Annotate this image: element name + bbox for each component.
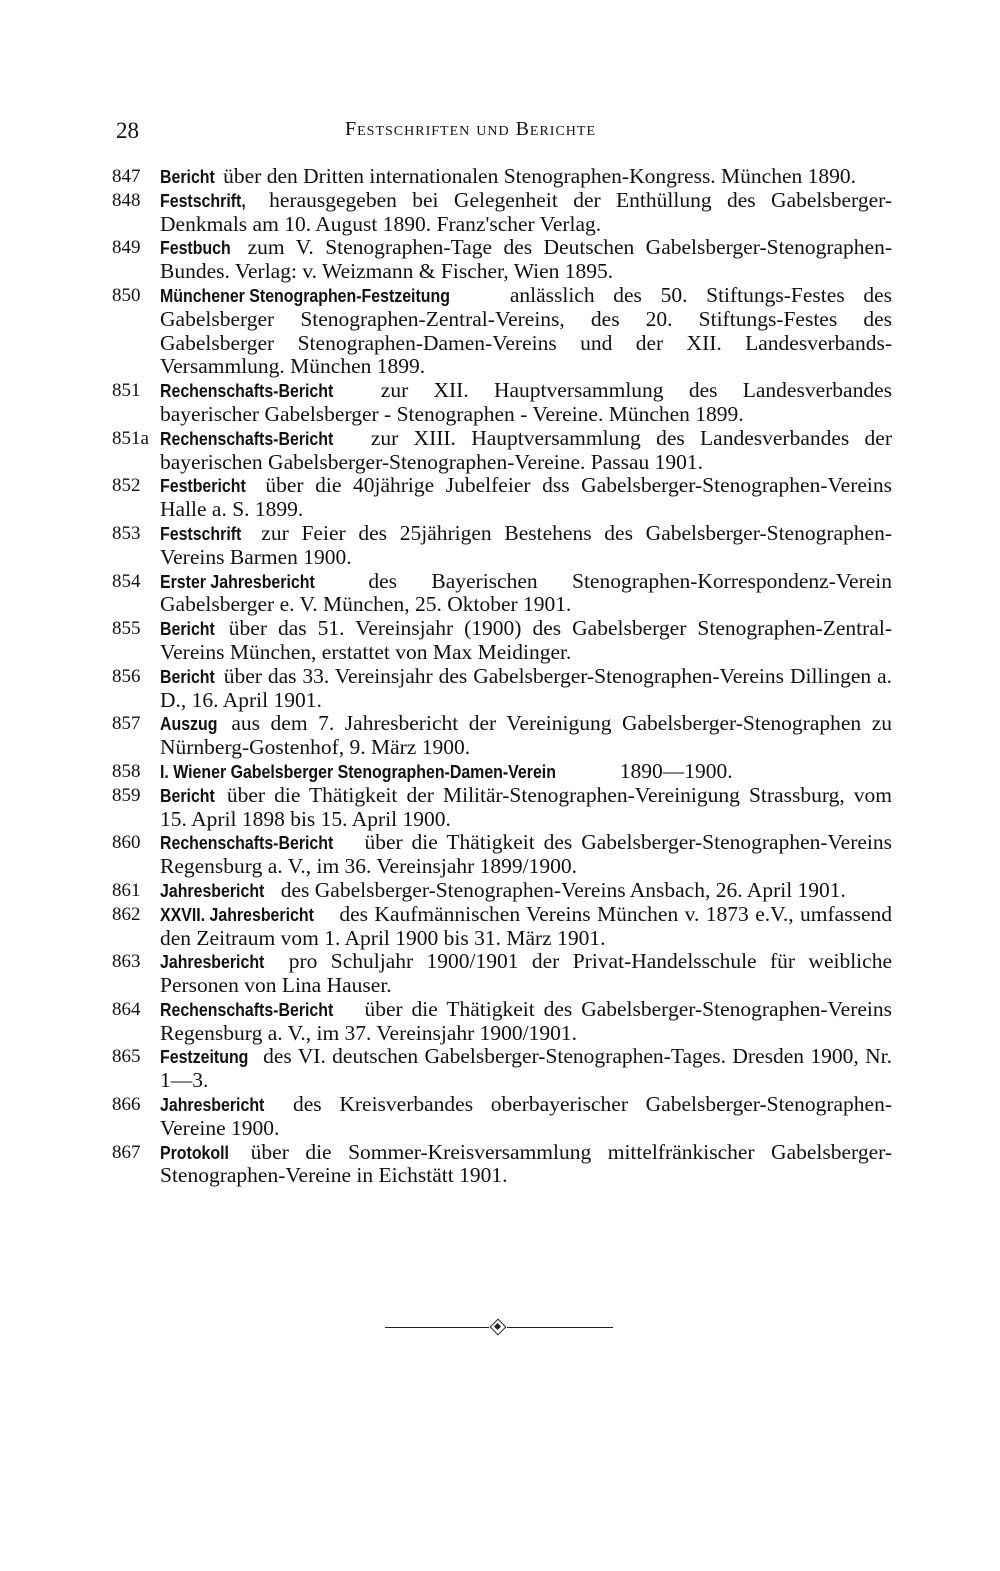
entry-number: 854 (112, 570, 141, 592)
list-item (112, 165, 892, 189)
list-item (112, 879, 892, 903)
entry-number: 863 (112, 951, 141, 973)
entry-title: Festschrift, (160, 189, 246, 211)
entry-title: Erster Jahresbericht (160, 570, 315, 592)
list-item (112, 950, 892, 998)
entry-number: 851 (112, 380, 141, 402)
ornament-rule-left (385, 1327, 489, 1328)
entry-title: Jahresbericht (160, 1094, 265, 1116)
entry-title: Festbuch (160, 237, 231, 259)
entry-title: Protokoll (160, 1141, 229, 1163)
entry-number: 848 (112, 189, 141, 211)
entry-text: über die Thätigkeit der Militär-Stenographen-Vereinigung Strassburg, vom 15. April 1898 bis 15. April 1900. (160, 782, 893, 831)
entry-title: Bericht (160, 618, 215, 640)
list-item (112, 236, 892, 284)
list-item (112, 903, 892, 951)
list-item (112, 189, 892, 237)
list-item (112, 522, 892, 570)
list-item (112, 570, 892, 618)
entry-title: Rechenschafts-Bericht (160, 832, 334, 854)
entry-text: über die Thätigkeit des Gabelsberger-Stenographen-Vereins Regensburg a. V., im 36. Vereinsjahr 1899/1900. (160, 830, 892, 879)
entry-number: 849 (112, 237, 141, 259)
bibliography-list (112, 165, 892, 1188)
list-item (112, 831, 892, 879)
entry-number: 855 (112, 618, 141, 640)
list-item (112, 1141, 892, 1189)
entry-title: Rechenschafts-Bericht (160, 427, 334, 449)
entry-number: 851a (112, 427, 149, 449)
entry-number: 864 (112, 998, 141, 1020)
list-item (112, 760, 892, 784)
list-item (112, 1045, 892, 1093)
entry-title: Bericht (160, 784, 215, 806)
entry-title: Festschrift (160, 522, 242, 544)
entry-text: über das 33. Vereinsjahr des Gabelsberger-Stenographen-Vereins Dillingen a. D., 16. April 1901. (160, 663, 893, 712)
list-item (112, 784, 892, 832)
ornament-rule-right (507, 1327, 613, 1328)
entry-number: 861 (112, 879, 141, 901)
entry-title: Bericht (160, 665, 215, 687)
list-item (112, 617, 892, 665)
entry-text: des Bayerischen Stenographen-Korrespondenz-Verein Gabelsberger e. V. München, 25. Oktober 1901. (160, 568, 892, 617)
entry-text: über die Sommer-Kreisversammlung mittelfränkischer Gabelsberger-Stenographen-Vereine in Eichstätt 1901. (160, 1139, 893, 1188)
list-item (112, 1093, 892, 1141)
entry-number: 850 (112, 284, 141, 306)
entry-text: des Kreisverbandes oberbayerischer Gabelsberger-Stenographen-Vereine 1900. (160, 1092, 893, 1140)
entry-text: über das 51. Vereinsjahr (1900) des Gabelsberger Stenographen-Zentral-Vereins München, erstattet von Max Meidinger. (160, 616, 892, 664)
entry-number: 865 (112, 1046, 141, 1068)
entry-number: 862 (112, 903, 141, 925)
entry-text: 1890—1900. (619, 758, 733, 783)
running-head: Festschriften und Berichte (345, 118, 597, 140)
entry-number: 867 (112, 1141, 141, 1163)
entry-text: zum V. Stenographen-Tage des Deutschen Gabelsberger-Stenographen-Bundes. Verlag: v. Weizmann & Fischer, Wien 1895. (160, 235, 892, 284)
entry-title: Rechenschafts-Bericht (160, 380, 334, 402)
entry-number: 853 (112, 522, 141, 544)
entry-title: Auszug (160, 713, 218, 735)
entry-text: über die 40jährige Jubelfeier dss Gabelsberger-Stenographen-Vereins Halle a. S. 1899. (160, 473, 892, 522)
entry-number: 860 (112, 832, 141, 854)
list-item (112, 712, 892, 760)
entry-title: Jahresbericht (160, 879, 265, 901)
entry-text: des VI. deutschen Gabelsberger-Stenographen-Tages. Dresden 1900, Nr. 1—3. (160, 1044, 892, 1093)
entry-text: des Kaufmännischen Vereins München v. 1873 e.V., umfassend den Zeitraum vom 1. April 1900 bis 31. März 1901. (160, 901, 892, 950)
entry-number: 857 (112, 713, 141, 735)
list-item (112, 474, 892, 522)
entry-title: Festzeitung (160, 1046, 249, 1068)
entry-title: I. Wiener Gabelsberger Stenographen-Damen-Verein (160, 760, 556, 782)
entry-text: zur Feier des 25jährigen Bestehens des Gabelsberger-Stenographen-Vereins Barmen 1900. (160, 520, 892, 569)
entry-text: anlässlich des 50. Stiftungs-Festes des Gabelsberger Stenographen-Zentral-Vereins, des 20. Stiftungs-Festes des Gabelsberger Stenographen-Damen-Vereins und der XII. Landesverbands-Versammlung. München 1899. (160, 282, 893, 379)
entry-title: Festbericht (160, 475, 246, 497)
entry-text: pro Schuljahr 1900/1901 der Privat-Handelsschule für weibliche Personen von Lina Hauser. (160, 949, 892, 998)
entry-title: Jahresbericht (160, 951, 265, 973)
list-item (112, 427, 892, 475)
entry-title: Münchener Stenographen-Festzeitung (160, 284, 450, 306)
entry-text: herausgegeben bei Gelegenheit der Enthüllung des Gabelsberger-Denkmals am 10. August 1890. Franz'scher Verlag. (160, 187, 892, 236)
entry-text: zur XIII. Hauptversammlung des Landesverbandes der bayerischen Gabelsberger-Stenographen-Vereine. Passau 1901. (160, 425, 893, 474)
entry-title: XXVII. Jahresbericht (160, 903, 314, 925)
entry-title: Bericht (160, 166, 215, 187)
entry-number: 847 (112, 166, 141, 187)
list-item (112, 379, 892, 427)
entry-number: 858 (112, 760, 141, 782)
entry-text: des Gabelsberger-Stenographen-Vereins Ansbach, 26. April 1901. (280, 877, 846, 902)
entry-number: 866 (112, 1094, 141, 1116)
list-item (112, 998, 892, 1046)
page-number: 28 (116, 118, 139, 143)
list-item (112, 665, 892, 713)
end-ornament (385, 1320, 613, 1334)
entry-number: 856 (112, 665, 141, 687)
entry-number: 852 (112, 475, 141, 497)
entry-text: aus dem 7. Jahresbericht der Vereinigung Gabelsberger-Stenographen zu Nürnberg-Gostenhof, 9. März 1900. (160, 711, 892, 760)
entry-text: über den Dritten internationalen Stenographen-Kongress. München 1890. (223, 164, 857, 188)
entry-text: über die Thätigkeit des Gabelsberger-Stenographen-Vereins Regensburg a. V., im 37. Vereinsjahr 1900/1901. (160, 996, 892, 1045)
entry-text: zur XII. Hauptversammlung des Landesverbandes bayerischer Gabelsberger - Stenographen - Vereine. München 1899. (160, 378, 892, 426)
entry-number: 859 (112, 784, 141, 806)
list-item (112, 284, 892, 379)
entry-title: Rechenschafts-Bericht (160, 998, 334, 1020)
